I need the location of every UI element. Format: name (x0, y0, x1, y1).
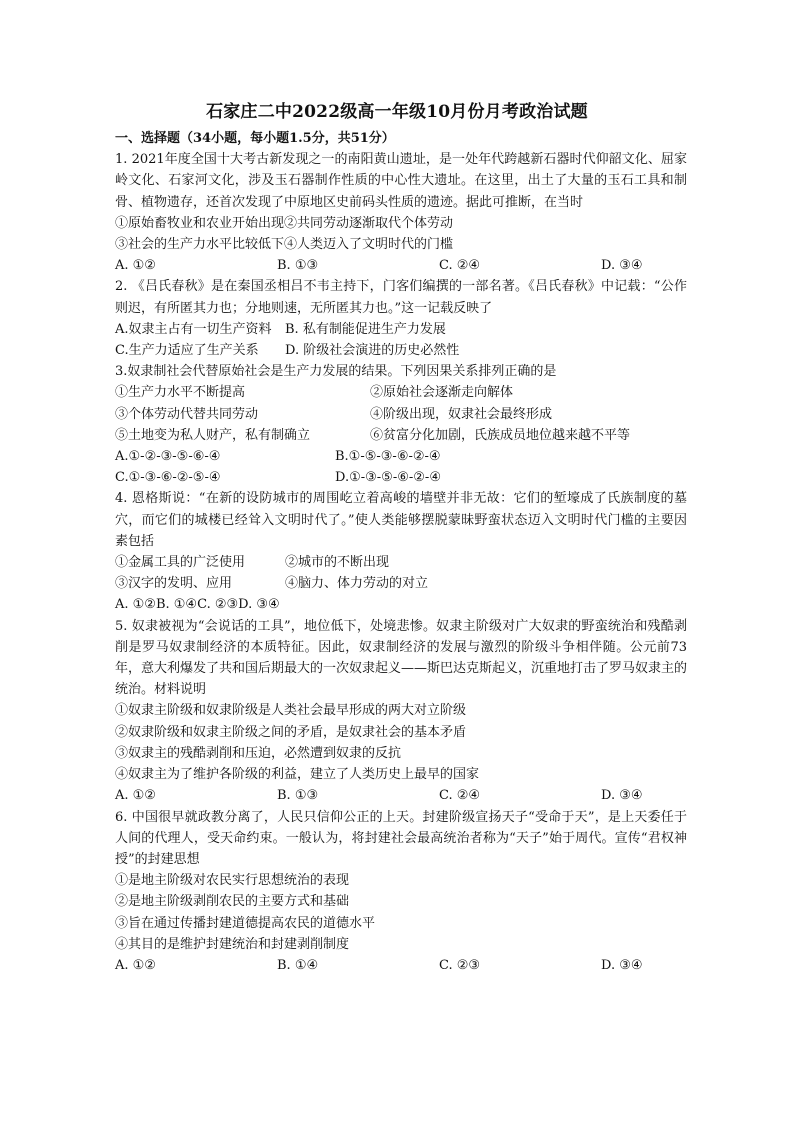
choice-a[interactable]: A.①-②-③-⑤-⑥-④ (115, 449, 221, 465)
answer-choices (115, 255, 687, 276)
choice-d[interactable]: D. ③④ (601, 957, 643, 973)
choice-b[interactable]: B.①-⑤-③-⑥-②-④ (335, 449, 441, 465)
choice-d[interactable]: D. 阶级社会演进的历史必然性 (285, 343, 460, 359)
page-title: 石家庄二中2022级高一年级10月份月考政治试题 (206, 102, 588, 122)
option-line: ①是地主阶级对农民实行思想统治的表现 (115, 873, 350, 889)
choice-b[interactable]: B. ①③ (277, 788, 319, 804)
statement-item: ①金属工具的广泛使用 (115, 555, 246, 571)
question-5 (115, 616, 687, 807)
statement-item: ④脑力、体力劳动的对立 (285, 576, 429, 592)
choice-a[interactable]: A. ①② (115, 258, 156, 274)
option-line: ②奴隶阶级和奴隶主阶级之间的矛盾，是奴隶社会的基本矛盾 (115, 724, 467, 740)
answer-choices (115, 446, 687, 488)
section-header: 一、选择题（34小题，每小题1.5分，共51分） (115, 131, 395, 146)
choice-d[interactable]: D.①-③-⑤-⑥-②-④ (335, 470, 441, 486)
choice-c[interactable]: C.①-③-⑥-②-⑤-④ (115, 470, 221, 486)
question-4 (115, 488, 687, 615)
choice-a[interactable]: A. ①② (115, 788, 156, 804)
answer-choices (115, 319, 687, 361)
option-line: ③社会的生产力水平比较低下④人类迈入了文明时代的门槛 (115, 237, 454, 253)
question-stem: 1. 2021年度全国十大考古新发现之一的南阳黄山遗址，是一处年代跨越新石器时代仰韶文化、屈家岭文化、石家河文化，涉及玉石器制作性质的中心性大遗址。在这里，出土了大量的玉石工具和制骨、植物遗存，还首次发现了中原地区史前码头性质的遗迹。据此可推断，在当时 (115, 152, 687, 210)
choice-d[interactable]: D. ③④ (601, 788, 643, 804)
statement-list (115, 552, 687, 594)
statement-item: ②城市的不断出现 (285, 555, 390, 571)
question-3 (115, 361, 687, 488)
statement-item: ①生产力水平不断提高 (115, 385, 246, 401)
answer-choices (115, 955, 687, 976)
question-stem: 5. 奴隶被视为“会说话的工具”，地位低下，处境悲惨。奴隶主阶级对广大奴隶的野蛮统治和残酷剥削是罗马奴隶制经济的本质特征。因此，奴隶制经济的发展与激烈的阶级斗争相伴随。公元前73年，意大利爆发了共和国后期最大的一次奴隶起义——斯巴达克斯起义，沉重地打击了罗马奴隶主的统治。材料说明 (115, 618, 688, 698)
option-line: ④奴隶主为了维护各阶级的利益，建立了人类历史上最早的国家 (115, 767, 480, 783)
answer-choices (115, 785, 687, 806)
statement-item: ③汉字的发明、应用 (115, 576, 233, 592)
question-stem: 2. 《吕氏春秋》是在秦国丞相吕不韦主持下，门客们编撰的一部名著。《吕氏春秋》中记载：“公作则迟，有所匿其力也；分地则速，无所匿其力也。”这一记载反映了 (115, 279, 687, 316)
question-6 (115, 807, 687, 977)
choice-c[interactable]: C. ②③ (439, 957, 481, 973)
option-line: ③奴隶主的残酷剥削和压迫，必然遭到奴隶的反抗 (115, 745, 402, 761)
option-line: ①奴隶主阶级和奴隶阶级是人类社会最早形成的两大对立阶级 (115, 703, 467, 719)
choice-b[interactable]: B. 私有制能促进生产力发展 (285, 321, 446, 337)
choice-b[interactable]: B. ①④ (277, 957, 319, 973)
statement-item: ②原始社会逐渐走向解体 (370, 385, 514, 401)
choice-c[interactable]: C. ②④ (439, 788, 481, 804)
statement-item: ⑥贫富分化加剧，氏族成员地位越来越不平等 (370, 427, 631, 443)
option-line: ①原始畜牧业和农业开始出现②共同劳动逐渐取代个体劳动 (115, 215, 454, 231)
statement-item: ④阶级出现，奴隶社会最终形成 (370, 406, 553, 422)
choice-a[interactable]: A. ①② (115, 957, 156, 973)
question-2 (115, 276, 687, 361)
question-1 (115, 149, 687, 276)
option-line: ④其目的是维护封建统治和封建剥削制度 (115, 936, 350, 952)
choice-b[interactable]: B. ①③ (277, 258, 319, 274)
answer-choices[interactable]: A. ①②B. ①④C. ②③D. ③④ (115, 597, 280, 613)
choice-c[interactable]: C.生产力适应了生产关系 (115, 343, 259, 359)
choice-a[interactable]: A.奴隶主占有一切生产资料 (115, 321, 272, 337)
question-stem: 6. 中国很早就政教分离了，人民只信仰公正的上天。封建阶级宣扬天子“受命于天”，是上天委任于人间的代理人，受天命约束。一般认为，将封建社会最高统治者称为“天子”始于周代。宣传“君权神授”的封建思想 (115, 809, 687, 867)
question-stem: 4. 恩格斯说：“在新的设防城市的周围屹立着高峻的墙壁并非无故：它们的堑壕成了氏族制度的墓穴，而它们的城楼已经耸入文明时代了。”使人类能够摆脱蒙昧野蛮状态迈入文明时代门槛的主要因素包括 (115, 491, 687, 549)
exam-content (115, 128, 687, 976)
statement-list (115, 382, 687, 446)
statement-item: ③个体劳动代替共同劳动 (115, 406, 259, 422)
choice-c[interactable]: C. ②④ (439, 258, 481, 274)
statement-item: ⑤土地变为私人财产，私有制确立 (115, 427, 311, 443)
option-line: ②是地主阶级剥削农民的主要方式和基础 (115, 894, 350, 910)
question-stem: 3.奴隶制社会代替原始社会是生产力发展的结果。下列因果关系排列正确的是 (115, 364, 557, 380)
choice-d[interactable]: D. ③④ (601, 258, 643, 274)
option-line: ③旨在通过传播封建道德提高农民的道德水平 (115, 915, 376, 931)
